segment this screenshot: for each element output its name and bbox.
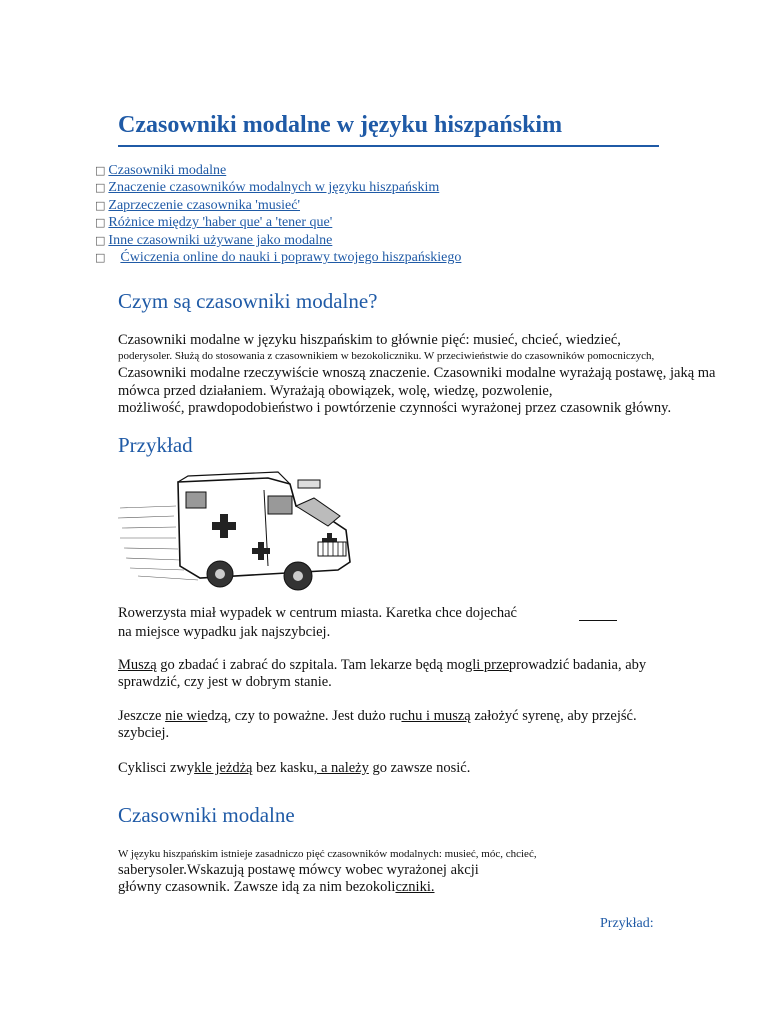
toc-item[interactable]: [95, 162, 461, 179]
paragraph-line: [118, 759, 470, 777]
text-span: go zawsze nosić.: [368, 760, 471, 776]
toc-link[interactable]: Inne czasowniki używane jako modalne: [108, 232, 333, 248]
text-span: Cyklisci zwy: [118, 760, 195, 776]
underlined-text: chu i muszą: [401, 708, 471, 724]
text-span: główny czasownik. Zawsze idą za nim bezokoli: [118, 879, 396, 895]
text-span: Jeszcze: [118, 708, 166, 724]
fill-in-blank[interactable]: [579, 620, 617, 621]
underlined-text: gli prze: [464, 657, 509, 673]
checkbox-marker-icon: □: [95, 216, 106, 230]
toc-item[interactable]: [95, 179, 461, 196]
example-label: Przykład:: [600, 916, 654, 931]
checkbox-marker-icon: □: [95, 198, 106, 212]
text-span: go zbadać i zabrać do szpitala. Tam lekarze będą mo: [156, 657, 465, 673]
checkbox-marker-icon: □: [95, 181, 106, 195]
paragraph-line: możliwość, prawdopodobieństwo i powtórzenie czynności wyrażonej przez czasownik główny.: [118, 400, 672, 416]
text-span: bez kasku: [252, 760, 314, 776]
text-span: założyć syrenę, aby przejść.: [470, 708, 637, 724]
underlined-text: , a należy: [313, 760, 369, 776]
toc-link[interactable]: Czasowniki modalne: [108, 163, 227, 178]
toc-item[interactable]: [95, 214, 461, 231]
paragraph-line: [118, 878, 449, 896]
text-span: prowadzić badania, aby: [508, 657, 647, 673]
checkbox-marker-icon: □: [95, 233, 106, 247]
page-title: Czasowniki modalne w języku hiszpańskim: [118, 112, 659, 147]
toc-link[interactable]: Znaczenie czasowników modalnych w języku hiszpańskim: [108, 180, 440, 196]
paragraph-line: sprawdzić, czy jest w dobrym stanie.: [118, 674, 332, 690]
text-span: dzą, czy to poważne. Jest dużo ru: [207, 708, 402, 724]
ambulance-illustration: [118, 470, 358, 592]
paragraph-line: na miejsce wypadku jak najszybciej.: [118, 624, 331, 640]
underlined-text: nie wie: [165, 708, 208, 724]
underlined-text: czniki.: [395, 879, 435, 895]
toc-link[interactable]: Zaprzeczenie czasownika 'musieć': [108, 197, 301, 213]
section-heading-example: Przykład: [118, 433, 193, 457]
paragraph-line: [118, 656, 646, 674]
paragraph-line: saberysoler.Wskazują postawę mówcy wobec wyrażonej akcji: [118, 862, 479, 878]
paragraph-line-small: poderysoler. Służą do stosowania z czasownikiem w bezokoliczniku. W przeciwieństwie do czasowników pomocniczych,: [118, 350, 655, 362]
table-of-contents: [95, 162, 461, 266]
paragraph-line: [118, 707, 637, 725]
underlined-text: kle jeżdżą: [194, 760, 253, 776]
toc-item[interactable]: [95, 232, 461, 249]
paragraph-line: szybciej.: [118, 725, 170, 741]
paragraph-line-small: W języku hiszpańskim istnieje zasadniczo pięć czasowników modalnych: musieć, móc, chcieć,: [118, 848, 537, 860]
checkbox-marker-icon: □: [95, 251, 106, 265]
toc-link[interactable]: Różnice między 'haber que' a 'tener que': [108, 215, 333, 231]
checkbox-marker-icon: □: [95, 164, 106, 177]
toc-item[interactable]: [95, 197, 461, 214]
underlined-text: Muszą: [118, 657, 157, 673]
paragraph-line: Czasowniki modalne w języku hiszpańskim to głównie pięć: musieć, chcieć, wiedzieć,: [118, 332, 621, 348]
section-heading-modal-verbs: Czasowniki modalne: [118, 803, 295, 827]
paragraph-line: mówca przed działaniem. Wyrażają obowiązek, wolę, wiedzę, pozwolenie,: [118, 383, 553, 399]
paragraph-line: Rowerzysta miał wypadek w centrum miasta. Karetka chce dojechać: [118, 605, 517, 621]
section-heading-what-are: Czym są czasowniki modalne?: [118, 289, 378, 313]
toc-link[interactable]: Ćwiczenia online do nauki i poprawy twojego hiszpańskiego: [120, 250, 462, 266]
paragraph-line: Czasowniki modalne rzeczywiście wnoszą znaczenie. Czasowniki modalne wyrażają postawę, jaką ma: [118, 365, 716, 381]
toc-item[interactable]: [95, 249, 461, 266]
